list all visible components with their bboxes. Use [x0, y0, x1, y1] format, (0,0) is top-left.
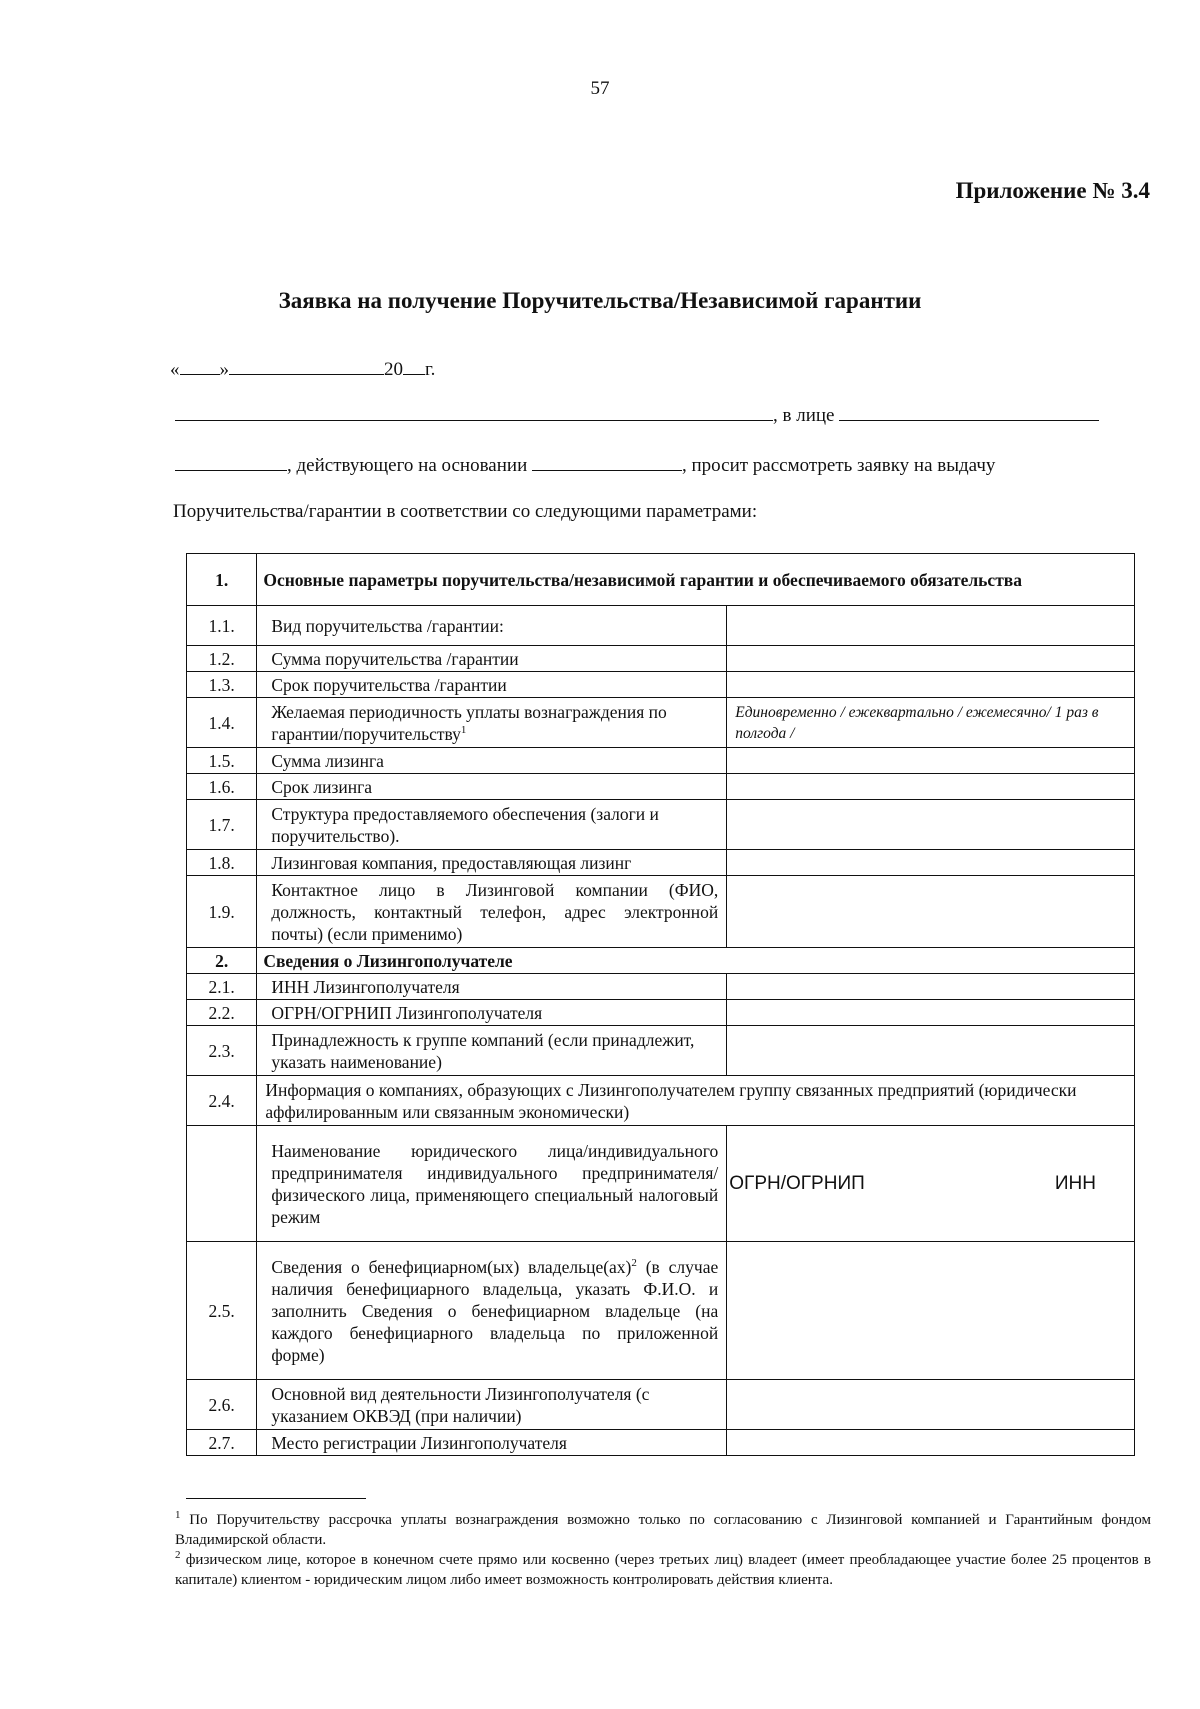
table-row — [187, 606, 1135, 646]
row-label: Лизинговая компания, предоставляющая лизинг — [257, 850, 727, 876]
basis-line — [175, 452, 995, 477]
value-cell[interactable] — [727, 1430, 1135, 1456]
row-number: 1.9. — [187, 876, 257, 948]
row-number: 2.5. — [187, 1242, 257, 1380]
footnote-text: физическом лице, которое в конечном счете прямо или косвенно (через третьих лиц) владеет (имеет преобладающее участие более 25 процентов в капитале) клиентом - юридическим лицом либо имеет возможность контролировать действия клиента. — [175, 1552, 1151, 1588]
value-cell[interactable] — [727, 876, 1135, 948]
row-label: Основной вид деятельности Лизингополучателя (с указанием ОКВЭД (при наличии) — [257, 1380, 727, 1430]
value-cell[interactable] — [727, 850, 1135, 876]
value-cell[interactable] — [727, 672, 1135, 698]
table-row — [187, 876, 1135, 948]
row-number: 2. — [187, 948, 257, 974]
day-blank[interactable] — [180, 356, 220, 375]
date-close-quote: » — [219, 359, 229, 380]
applicant-line — [175, 402, 1099, 427]
table-row — [187, 850, 1135, 876]
table-row — [187, 748, 1135, 774]
value-cell[interactable] — [727, 774, 1135, 800]
value-cell[interactable] — [727, 974, 1135, 1000]
footnote-text: По Поручительству рассрочка уплаты вознаграждения возможно только по согласованию с Лизинговой компанией и Гарантийным фондом Владимирской области. — [175, 1512, 1151, 1548]
row-label: Принадлежность к группе компаний (если принадлежит, указать наименование) — [257, 1026, 727, 1076]
value-cell[interactable] — [727, 800, 1135, 850]
position-blank[interactable] — [175, 452, 287, 471]
intro-line: Поручительства/гарантии в соответствии со следующими параметрами: — [173, 501, 758, 522]
row-number: 1. — [187, 554, 257, 606]
basis-blank[interactable] — [532, 452, 682, 471]
payment-periodicity-value[interactable]: Единовременно / ежеквартально / ежемесячно/ 1 раз в полгода / — [727, 698, 1135, 748]
table-row — [187, 800, 1135, 850]
value-cell[interactable] — [727, 1000, 1135, 1026]
row-label: Наименование юридического лица/индивидуального предпринимателя индивидуального предпринимателя/физического лица, применяющего специальный налоговый режим — [257, 1126, 727, 1242]
table-row — [187, 646, 1135, 672]
ogrn-inn-header — [729, 1173, 1126, 1195]
value-cell[interactable] — [727, 606, 1135, 646]
row-label-text: Желаемая периодичность уплаты вознаграждения по гарантии/поручительству — [271, 701, 667, 744]
date-open-quote: « — [170, 359, 180, 380]
section-title: Сведения о Лизингополучателе — [257, 948, 1135, 974]
row-label: Срок поручительства /гарантии — [257, 672, 727, 698]
row-label: ОГРН/ОГРНИП Лизингополучателя — [257, 1000, 727, 1026]
row-number: 2.3. — [187, 1026, 257, 1076]
row-label: Сумма лизинга — [257, 748, 727, 774]
row-number: 2.1. — [187, 974, 257, 1000]
footnote-2 — [175, 1550, 1151, 1590]
row-number: 1.5. — [187, 748, 257, 774]
row-number: 1.8. — [187, 850, 257, 876]
table-row — [187, 1076, 1135, 1126]
applicant-name-blank[interactable] — [175, 402, 773, 421]
table-row — [187, 672, 1135, 698]
row-number: 1.7. — [187, 800, 257, 850]
row-number: 1.4. — [187, 698, 257, 748]
row-number — [187, 1126, 257, 1242]
footnote-1 — [175, 1510, 1151, 1550]
row-number: 1.3. — [187, 672, 257, 698]
table-row — [187, 1380, 1135, 1430]
acting-label: , действующего на основании — [287, 455, 528, 476]
value-cell[interactable] — [727, 748, 1135, 774]
footnote-divider — [186, 1498, 366, 1499]
row-number: 2.7. — [187, 1430, 257, 1456]
value-cell[interactable] — [727, 1380, 1135, 1430]
row-label: Место регистрации Лизингополучателя — [257, 1430, 727, 1456]
ogrn-inn-cell[interactable] — [727, 1126, 1135, 1242]
table-row — [187, 1000, 1135, 1026]
month-blank[interactable] — [229, 356, 384, 375]
section-title: Основные параметры поручительства/независимой гарантии и обеспечиваемого обязательства — [257, 554, 1135, 606]
row-label-text-cont: (в случае наличия бенефициарного владельца, указать Ф.И.О. и заполнить Сведения о бенефициарном владельце (на каждого бенефициарного владельца по приложенной форме) — [271, 1256, 719, 1365]
table-row — [187, 774, 1135, 800]
table-row — [187, 1126, 1135, 1242]
row-label: Информация о компаниях, образующих с Лизингополучателем группу связанных предприятий (юридически аффилированным или связанным экономически) — [257, 1076, 1135, 1126]
table-row — [187, 1242, 1135, 1380]
year-prefix: 20 — [384, 359, 403, 380]
year-blank[interactable] — [403, 356, 425, 375]
request-label: , просит рассмотреть заявку на выдачу — [682, 455, 996, 476]
table-row — [187, 698, 1135, 748]
table-section-row — [187, 554, 1135, 606]
value-cell[interactable] — [727, 1242, 1135, 1380]
inn-label: ИНН — [1054, 1172, 1096, 1194]
row-label: ИНН Лизингополучателя — [257, 974, 727, 1000]
row-number: 2.6. — [187, 1380, 257, 1430]
table-row — [187, 974, 1135, 1000]
page-number: 57 — [590, 78, 610, 99]
row-number: 1.1. — [187, 606, 257, 646]
footnote-mark: 1 — [175, 1509, 181, 1521]
parameters-table — [186, 553, 1135, 1456]
row-label: Контактное лицо в Лизинговой компании (ФИО, должность, контактный телефон, адрес электронной почты) (если применимо) — [257, 876, 727, 948]
row-number: 2.4. — [187, 1076, 257, 1126]
row-label: Срок лизинга — [257, 774, 727, 800]
ogrn-label: ОГРН/ОГРНИП — [729, 1172, 865, 1194]
footnote-ref: 2 — [631, 1256, 637, 1269]
document-title: Заявка на получение Поручительства/Независимой гарантии — [278, 288, 922, 313]
row-number: 2.2. — [187, 1000, 257, 1026]
in-person-label: , в лице — [773, 405, 835, 426]
row-label: Структура предоставляемого обеспечения (залоги и поручительство). — [257, 800, 727, 850]
row-label: Сумма поручительства /гарантии — [257, 646, 727, 672]
row-label — [257, 698, 727, 748]
table-row — [187, 1430, 1135, 1456]
row-number: 1.2. — [187, 646, 257, 672]
footnote-ref: 1 — [460, 723, 467, 736]
table-section-row — [187, 948, 1135, 974]
table-row — [187, 1026, 1135, 1076]
date-line — [170, 356, 435, 381]
value-cell[interactable] — [727, 646, 1135, 672]
row-label — [257, 1242, 727, 1380]
value-cell[interactable] — [727, 1026, 1135, 1076]
appendix-label: Приложение № 3.4 — [955, 178, 1150, 203]
footnote-mark: 2 — [175, 1549, 181, 1561]
footnotes — [175, 1510, 1151, 1590]
representative-blank[interactable] — [839, 402, 1099, 421]
row-label-text: Сведения о бенефициарном(ых) владельце(ах) — [271, 1256, 632, 1277]
row-label: Вид поручительства /гарантии: — [257, 606, 727, 646]
row-number: 1.6. — [187, 774, 257, 800]
year-suffix: г. — [425, 359, 436, 380]
